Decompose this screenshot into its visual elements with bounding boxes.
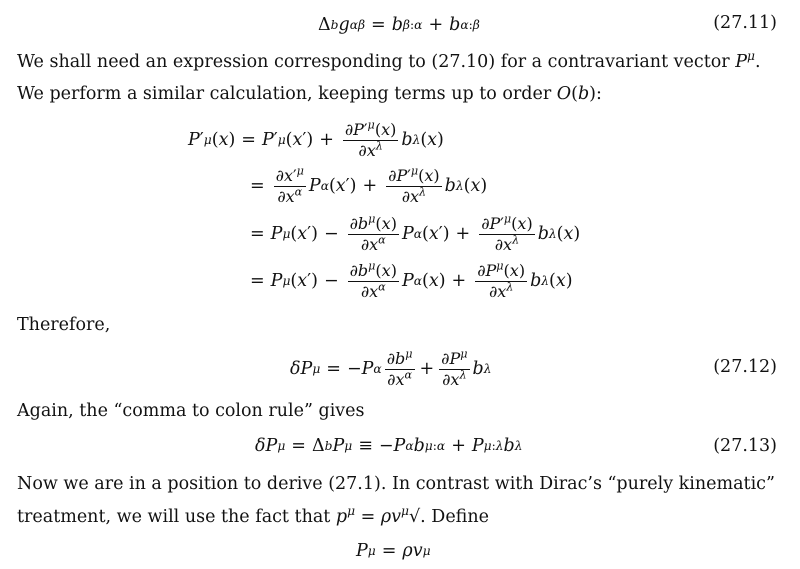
equation-define: P μ = ρv μ bbox=[356, 541, 431, 561]
paragraph-line bbox=[17, 472, 775, 496]
paragraph-line: treatment, we will use the fact that $p^\mu = \rho v^\mu√$. Define bbox=[17, 504, 489, 527]
paragraph-line: We perform a similar calculation, keeping terms up to order O(b): bbox=[17, 84, 602, 104]
equation-number: (27.13) bbox=[713, 436, 777, 456]
text-therefore: Therefore, bbox=[17, 315, 111, 335]
derivation-row: P ′ μ ( x ) = P ′ μ ( x ′) + $\frac{\partial P'^\mu(x)}{\partial x^\lambda}$ b λ ( x ) bbox=[188, 118, 444, 160]
text-span: Now we are in a position to derive (27.1). In contrast with Dirac’s “purely kinematic” bbox=[17, 474, 775, 494]
derivation-row: = $\frac{\partial x'^\mu}{\partial x^\alpha}$ P α ( x ′) + $\frac{\partial P'^\mu(x)}{\partial x^\lambda}$ b λ ( x ) bbox=[250, 164, 488, 206]
text-span: We shall need an expression corresponding to (27.10) for a contravariant vector bbox=[17, 52, 736, 72]
equation-number: (27.12) bbox=[713, 357, 777, 377]
paragraph-line: We shall need an expression corresponding to (27.10) for a contravariant vector $P^\mu$. bbox=[17, 49, 761, 72]
text-span: We perform a similar calculation, keeping terms up to order bbox=[17, 84, 557, 104]
text-span: . Define bbox=[420, 507, 489, 527]
equation-27-11: Δ b g αβ = b β:α + b α:β bbox=[318, 15, 480, 35]
equation-27-12: δP μ = − P α $\frac{\partial b^\mu}{\partial x^\alpha}$ + $\frac{\partial P^\mu}{\partial x^\lambda}$ b λ bbox=[290, 347, 492, 389]
equation-27-13: δP μ = Δ b P μ ≡ − P α b μ :α + P μ :λ b λ bbox=[255, 436, 523, 456]
text-span: treatment, we will use the fact that bbox=[17, 507, 336, 527]
equation-number: (27.11) bbox=[713, 13, 777, 33]
text-again: Again, the “comma to colon rule” gives bbox=[17, 401, 365, 421]
derivation-row: = P μ ( x ′) − $\frac{\partial b^\mu(x)}{\partial x^\alpha}$ P α ( x ) + $\frac{\partial P^\mu(x)}{\partial x^\lambda}$ b λ ( x ) bbox=[250, 259, 573, 301]
derivation-row: = P μ ( x ′) − $\frac{\partial b^\mu(x)}{\partial x^\alpha}$ P α ( x ′) + $\frac{\partial P'^\mu(x)}{\partial x^\lambda}$ b λ ( x ) bbox=[250, 212, 581, 254]
